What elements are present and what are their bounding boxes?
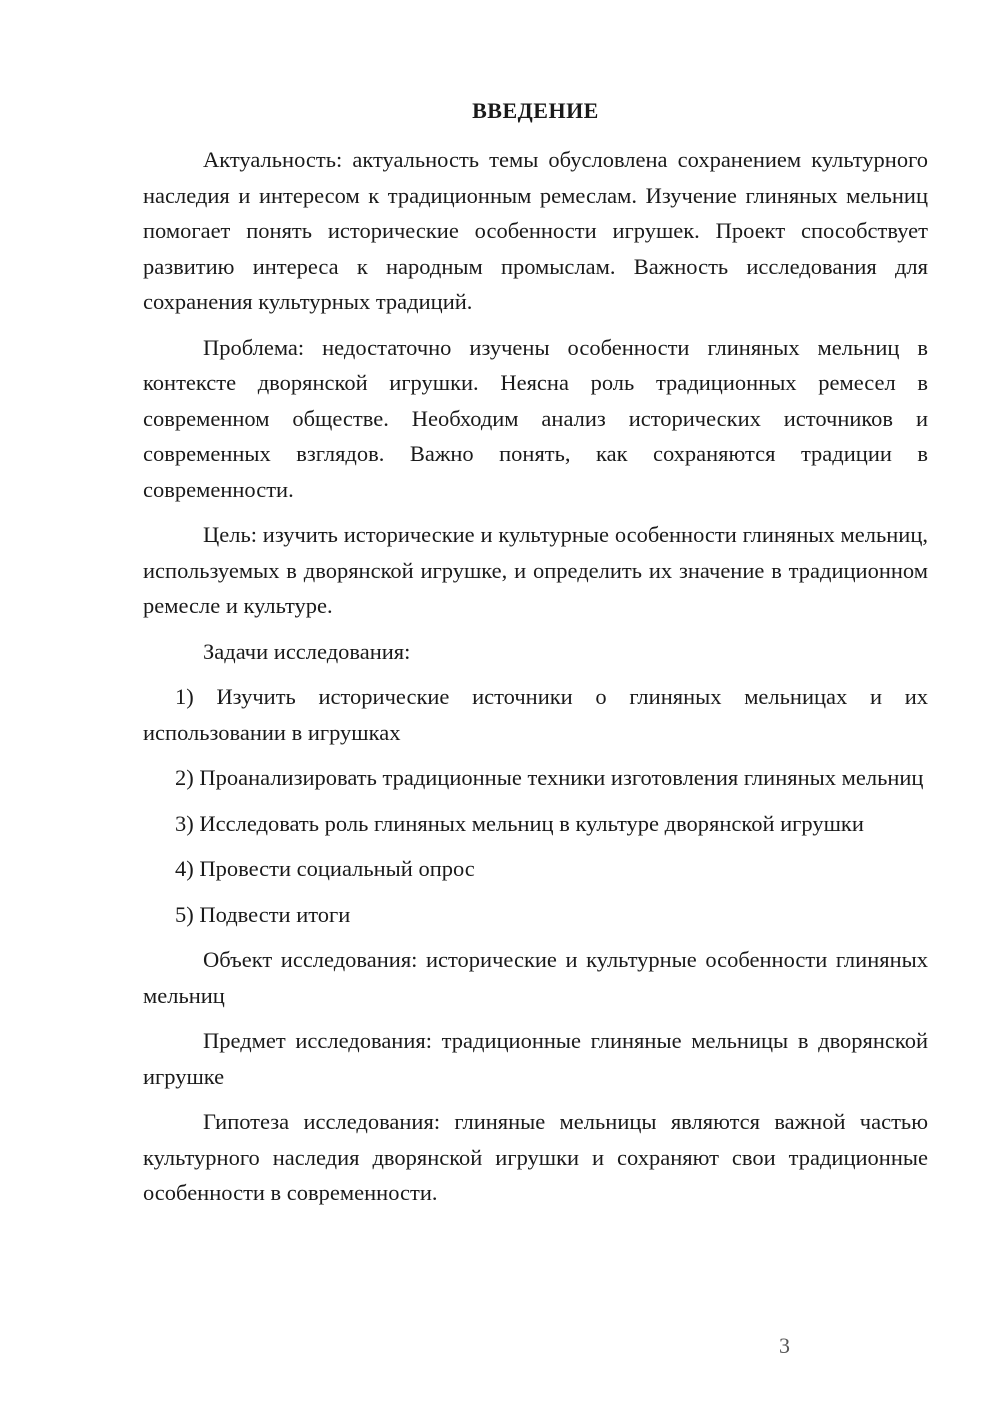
document-page [143, 0, 928, 1414]
task-item-1: 1) Изучить исторические источники о глиняных мельницах и их использовании в игрушках [143, 684, 928, 745]
paragraph-relevance: Актуальность: актуальность темы обусловлена сохранением культурного наследия и интересом к традиционным ремеслам. Изучение глиняных мельниц помогает понять исторические особенности игрушек. Проект способствует развитию интереса к народным промыслам. Важность исследования для сохранения культурных традиций. [143, 147, 928, 314]
tasks-heading: Задачи исследования: [203, 638, 411, 664]
page-number: 3 [779, 1333, 790, 1358]
task-item-2: 2) Проанализировать традиционные техники изготовления глиняных мельниц [175, 765, 924, 790]
task-item-4: 4) Провести социальный опрос [175, 856, 475, 881]
paragraph-subject: Предмет исследования: традиционные глиняные мельницы в дворянской игрушке [143, 1028, 928, 1089]
task-item-3: 3) Исследовать роль глиняных мельниц в культуре дворянской игрушки [175, 810, 864, 836]
paragraph-hypothesis: Гипотеза исследования: глиняные мельницы являются важной частью культурного наследия дворянской игрушки и сохраняют свои традиционные особенности в современности. [143, 1109, 928, 1205]
paragraph-object: Объект исследования: исторические и культурные особенности глиняных мельниц [143, 947, 928, 1008]
body-text [143, 142, 928, 1221]
paragraph-problem: Проблема: недостаточно изучены особенности глиняных мельниц в контексте дворянской игрушки. Неясна роль традиционных ремесел в современном обществе. Необходим анализ исторических источников и современных взглядов. Важно понять, как сохраняются традиции в современности. [143, 334, 928, 502]
page-title: ВВЕДЕНИЕ [472, 98, 599, 123]
task-item-5: 5) Подвести итоги [175, 901, 351, 927]
paragraph-goal: Цель: изучить исторические и культурные особенности глиняных мельниц, используемых в дворянской игрушке, и определить их значение в традиционном ремесле и культуре. [143, 522, 928, 618]
